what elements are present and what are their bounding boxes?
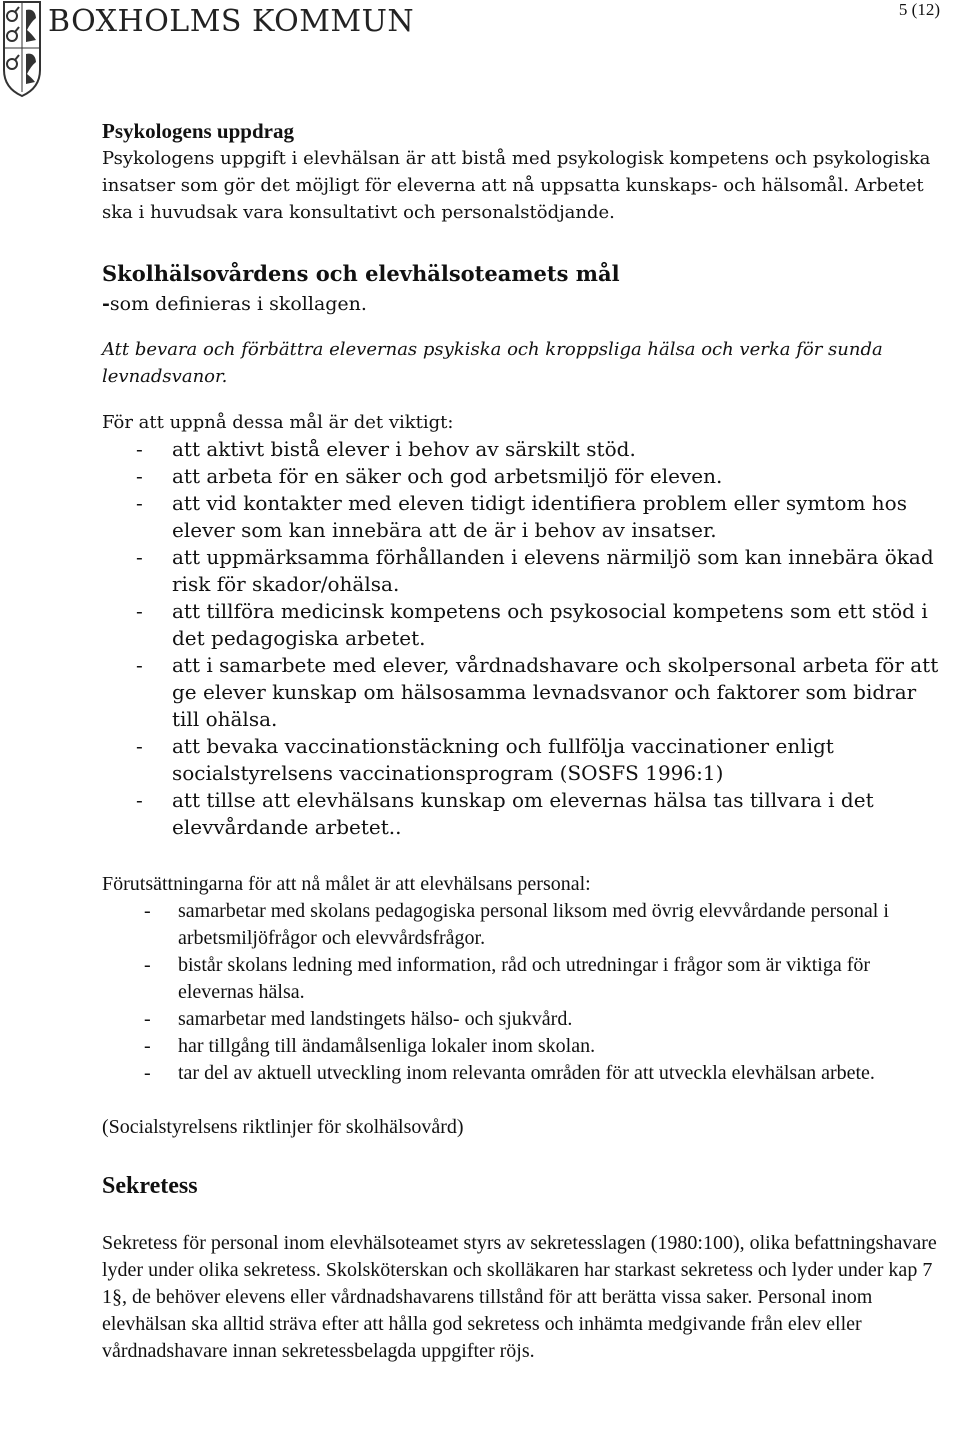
section-title-psykolog: Psykologens uppdrag [102, 119, 294, 143]
mal-subtitle-dash: - [102, 293, 110, 315]
list-item: - att uppmärksamma förhållanden i elevens närmiljö som kan innebära ökad risk för skador/ohälsa. [136, 545, 934, 596]
document-body [102, 118, 947, 1365]
mal-intro: För att uppnå dessa mål är det viktigt: [102, 412, 454, 433]
list-item: - tar del av aktuell utveckling inom relevanta områden för att utveckla elevhälsan arbete. [144, 1062, 875, 1084]
list-item: - bistår skolans ledning med information, råd och utredningar i frågor som är viktiga för elevernas hälsa. [144, 954, 871, 1003]
forutsattningar-intro: Förutsättningarna för att nå målet är att elevhälsans personal: [102, 873, 591, 895]
list-item: - att arbeta för en säker och god arbetsmiljö för eleven. [136, 464, 723, 488]
sekretess-body: Sekretess för personal inom elevhälsoteamet styrs av sekretesslagen (1980:100), olika befattningshavare lyder under olika sekretess. Skolsköterskan och skolläkaren har starkast sekretess och lyder under kap 7 1§, de behöver elevens eller vårdnadshavarens tillstånd för att berätta vissa saker. Personal inom elevhälsan ska alltid sträva efter att hålla god sekretess och inhämta medgivande från elev eller vårdnadshavare innan sekretessbelagda uppgifter röjs. [102, 1232, 937, 1362]
source-note: (Socialstyrelsens riktlinjer för skolhälsovård) [102, 1116, 464, 1138]
psykolog-body: Psykologens uppgift i elevhälsan är att bistå med psykologisk kompetens och psykologiska insatser som gör det möjligt för eleverna att nå uppsatta kunskaps- och hälsomål. Arbetet ska i huvudsak vara konsultativt och personalstödjande. [102, 148, 931, 223]
page-number: 5 (12) [898, 0, 940, 19]
list-item: - att tillföra medicinsk kompetens och psykosocial kompetens som ett stöd i det pedagogiska arbetet. [136, 599, 928, 650]
municipality-name: BOXHOLMS KOMMUN [48, 4, 415, 39]
list-item: - att i samarbete med elever, vårdnadshavare och skolpersonal arbeta för att ge elever kunskap om hälsosamma levnadsvanor och faktorer som bidrar till ohälsa. [136, 653, 939, 731]
mal-subtitle [102, 289, 947, 319]
list-item: - att vid kontakter med eleven tidigt identifiera problem eller symtom hos elever som kan innebära att de är i behov av insatser. [136, 491, 907, 542]
mal-goal: Att bevara och förbättra elevernas psykiska och kroppsliga hälsa och verka för sunda levnadsvanor. [102, 339, 883, 387]
list-item: - har tillgång till ändamålsenliga lokaler inom skolan. [144, 1035, 596, 1057]
mal-list [102, 436, 947, 841]
list-item: - att aktivt bistå elever i behov av särskilt stöd. [136, 437, 636, 461]
forutsattningar-list [102, 898, 947, 1087]
list-item: - samarbetar med skolans pedagogiska personal liksom med övrig elevvårdande personal i arbetsmiljöfrågor och elevvårdsfrågor. [144, 900, 889, 949]
list-item: - att bevaka vaccinationstäckning och fullfölja vaccinationer enligt socialstyrelsens vaccinationsprogram (SOSFS 1996:1) [136, 734, 834, 785]
list-item: - samarbetar med landstingets hälso- och sjukvård. [144, 1008, 573, 1030]
mal-subtitle-text: som definieras i skollagen. [109, 293, 367, 315]
municipal-crest-icon [2, 0, 42, 98]
list-item: - att tillse att elevhälsans kunskap om elevernas hälsa tas tillvara i det elevvårdande arbetet.. [136, 788, 874, 839]
section-title-mal: Skolhälsovårdens och elevhälsoteamets mål [102, 261, 620, 286]
section-title-sekretess: Sekretess [102, 1173, 198, 1199]
